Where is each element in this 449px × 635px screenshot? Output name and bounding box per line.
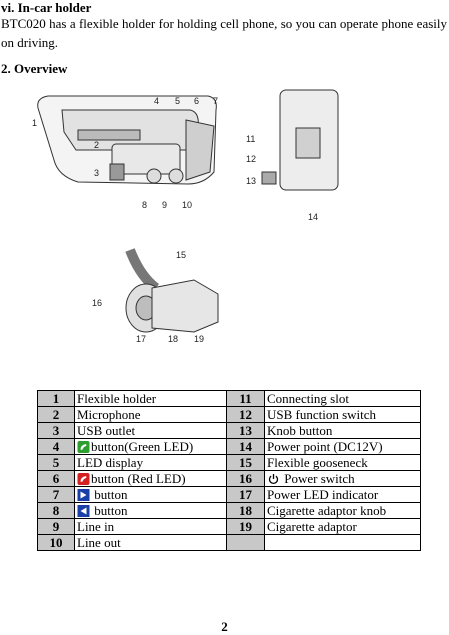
part-label-cell xyxy=(265,455,421,471)
part-label: LED display xyxy=(77,455,144,470)
callout-18: 18 xyxy=(168,334,179,344)
callout-9: 9 xyxy=(162,200,168,210)
callout-13: 13 xyxy=(246,176,257,186)
table-row xyxy=(38,519,421,535)
callout-8: 8 xyxy=(142,200,148,210)
part-label: USB outlet xyxy=(77,423,136,438)
part-label-cell xyxy=(75,471,227,487)
part-label-cell xyxy=(75,439,227,455)
part-label: Flexible holder xyxy=(77,391,157,406)
part-label-cell xyxy=(265,439,421,455)
page-number: 2 xyxy=(221,619,228,634)
table-row xyxy=(38,407,421,423)
callout-5: 5 xyxy=(175,96,181,106)
part-number: 16 xyxy=(227,471,265,487)
table-row xyxy=(38,455,421,471)
callout-19: 19 xyxy=(194,334,205,344)
table-row xyxy=(38,471,421,487)
part-label-cell xyxy=(265,519,421,535)
part-number: 3 xyxy=(38,423,75,439)
part-number: 5 xyxy=(38,455,75,471)
part-label: USB function switch xyxy=(267,407,377,422)
part-label: Line in xyxy=(77,519,115,534)
callout-4: 4 xyxy=(154,96,160,106)
part-label: Power switch xyxy=(284,471,355,486)
part-label-cell xyxy=(265,487,421,503)
part-number: 12 xyxy=(227,407,265,423)
part-number: 19 xyxy=(227,519,265,535)
part-number xyxy=(227,535,265,551)
part-label-cell xyxy=(265,503,421,519)
table-row xyxy=(38,487,421,503)
overview-heading: 2. Overview xyxy=(1,61,68,76)
part-label-cell xyxy=(265,471,421,487)
part-number: 2 xyxy=(38,407,75,423)
callout-6: 6 xyxy=(194,96,200,106)
callout-11: 11 xyxy=(246,134,256,144)
part-number: 14 xyxy=(227,439,265,455)
table-row xyxy=(38,423,421,439)
table-row xyxy=(38,535,421,551)
car-holder-drawing xyxy=(38,90,338,332)
product-overview-figure xyxy=(18,80,350,362)
part-number: 13 xyxy=(227,423,265,439)
callout-14: 14 xyxy=(308,212,319,222)
part-number: 4 xyxy=(38,439,75,455)
part-label-cell xyxy=(265,535,421,551)
callout-16: 16 xyxy=(92,298,103,308)
part-number: 11 xyxy=(227,391,265,407)
part-label-cell xyxy=(75,455,227,471)
callout-15: 15 xyxy=(176,250,187,260)
part-label-cell xyxy=(75,535,227,551)
callout-3: 3 xyxy=(94,168,100,178)
previous-track-icon xyxy=(77,505,90,517)
part-label-cell xyxy=(75,487,227,503)
red-phone-icon xyxy=(77,473,90,485)
part-label: button xyxy=(91,487,128,502)
green-phone-icon xyxy=(77,441,90,453)
part-number: 6 xyxy=(38,471,75,487)
part-label-cell xyxy=(75,503,227,519)
part-label: Knob button xyxy=(267,423,333,438)
callout-17: 17 xyxy=(136,334,147,344)
part-label-cell xyxy=(75,519,227,535)
part-label-cell xyxy=(75,391,227,407)
table-row xyxy=(38,439,421,455)
parts-table xyxy=(37,390,421,551)
part-label: Power LED indicator xyxy=(267,487,379,502)
part-label-cell xyxy=(265,423,421,439)
part-number: 17 xyxy=(227,487,265,503)
callout-7: 7 xyxy=(213,96,219,106)
part-number: 9 xyxy=(38,519,75,535)
table-row xyxy=(38,391,421,407)
part-label: Microphone xyxy=(77,407,141,422)
table-row xyxy=(38,503,421,519)
callout-1: 1 xyxy=(32,118,38,128)
part-label: button (Red LED) xyxy=(91,471,186,486)
parts-table-body xyxy=(38,391,421,551)
callout-12: 12 xyxy=(246,154,257,164)
part-number: 7 xyxy=(38,487,75,503)
part-label-cell xyxy=(75,423,227,439)
section-heading: vi. In-car holder xyxy=(1,0,92,15)
power-icon xyxy=(267,473,280,485)
part-number: 18 xyxy=(227,503,265,519)
part-number: 10 xyxy=(38,535,75,551)
part-number: 8 xyxy=(38,503,75,519)
callout-2: 2 xyxy=(94,140,100,150)
part-label: Power point (DC12V) xyxy=(267,439,383,454)
part-label: Cigarette adaptor xyxy=(267,519,357,534)
part-label-cell xyxy=(265,407,421,423)
callout-10: 10 xyxy=(182,200,193,210)
part-number: 15 xyxy=(227,455,265,471)
part-label: Connecting slot xyxy=(267,391,349,406)
part-label: Flexible gooseneck xyxy=(267,455,368,470)
part-label: Cigarette adaptor knob xyxy=(267,503,387,518)
part-label-cell xyxy=(75,407,227,423)
intro-paragraph: BTC020 has a flexible holder for holding cell phone, so you can operate phone easily on driving. xyxy=(1,16,447,50)
part-label: button(Green LED) xyxy=(91,439,194,454)
part-number: 1 xyxy=(38,391,75,407)
part-label-cell xyxy=(265,391,421,407)
next-track-icon xyxy=(77,489,90,501)
part-label: Line out xyxy=(77,535,121,550)
part-label: button xyxy=(91,503,128,518)
